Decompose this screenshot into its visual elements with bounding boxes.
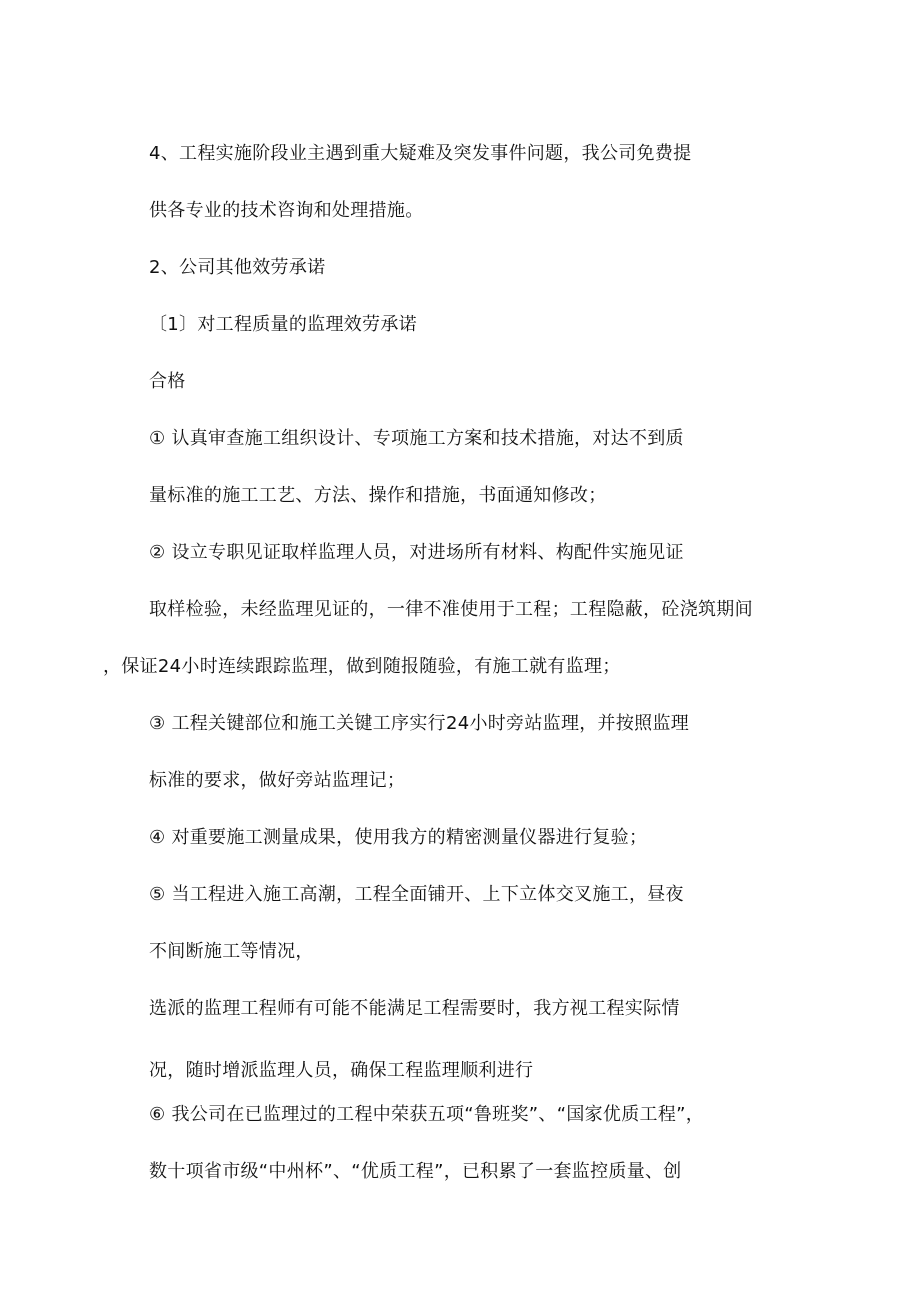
- paragraph-line: 供各专业的技术咨询和处理措施。: [149, 200, 424, 221]
- list-item-3: ③ 工程关键部位和施工关键工序实行24小时旁站监理，并按照监理: [149, 713, 690, 734]
- section-heading: 2、公司其他效劳承诺: [149, 257, 326, 278]
- paragraph-line: ，保证24小时连续跟踪监理，做到随报随验，有施工就有监理；: [103, 656, 621, 677]
- list-item-5: ⑤ 当工程进入施工高潮，工程全面铺开、上下立体交叉施工，昼夜: [149, 884, 684, 905]
- list-item-4: ④ 对重要施工测量成果，使用我方的精密测量仪器进行复验；: [149, 827, 648, 848]
- list-item-6: ⑥ 我公司在已监理过的工程中荣获五项“鲁班奖”、“国家优质工程”，: [149, 1104, 705, 1125]
- paragraph-line: 量标准的施工工艺、方法、操作和措施，书面通知修改；: [149, 485, 607, 506]
- paragraph-line: 选派的监理工程师有可能不能满足工程需要时，我方视工程实际情: [149, 998, 680, 1019]
- paragraph-line: 况，随时增派监理人员，确保工程监理顺利进行: [149, 1060, 534, 1081]
- paragraph-line: 4、工程实施阶段业主遇到重大疑难及突发事件问题，我公司免费提: [149, 143, 692, 164]
- paragraph-line: 合格: [149, 371, 186, 392]
- paragraph-line: 数十项省市级“中州杯”、“优质工程”，已积累了一套监控质量、创: [149, 1161, 682, 1182]
- list-item-1: ① 认真审查施工组织设计、专项施工方案和技术措施，对达不到质: [149, 428, 684, 449]
- paragraph-line: 取样检验，未经监理见证的，一律不准使用于工程；工程隐蔽，砼浇筑期间: [149, 599, 753, 620]
- list-item-2: ② 设立专职见证取样监理人员，对进场所有材料、构配件实施见证: [149, 542, 684, 563]
- paragraph-line: 不间断施工等情况，: [149, 941, 314, 962]
- paragraph-line: 标准的要求，做好旁站监理记；: [149, 770, 406, 791]
- subsection-heading: 〔1〕对工程质量的监理效劳承诺: [149, 314, 417, 335]
